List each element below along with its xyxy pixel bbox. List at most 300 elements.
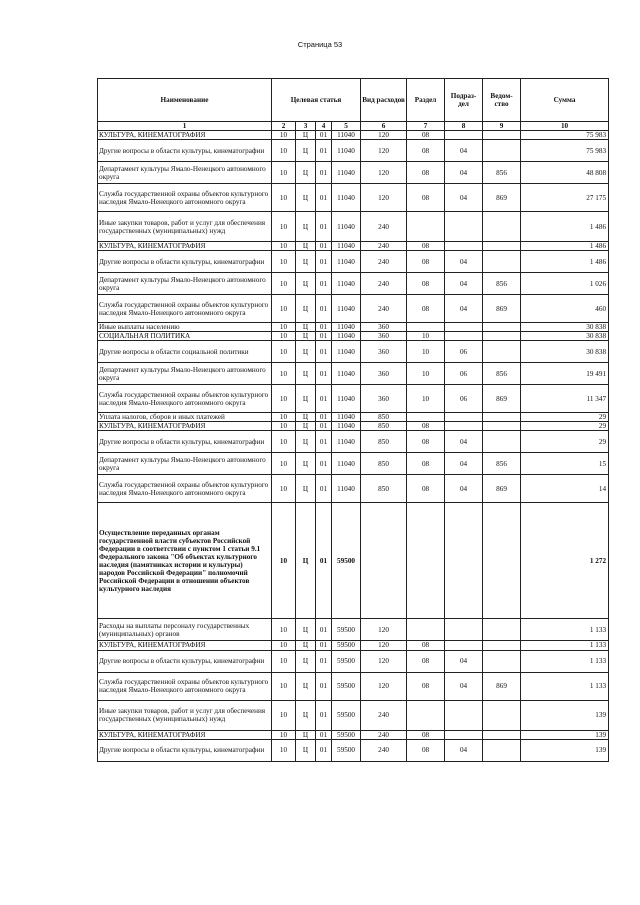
row-section: 08: [407, 273, 445, 295]
row-event-code: 01: [316, 431, 332, 453]
row-amount: 75 983: [521, 131, 609, 140]
row-amount: 30 838: [521, 332, 609, 341]
row-event-code: 01: [316, 273, 332, 295]
row-event-code: 01: [316, 184, 332, 212]
row-event-code: 01: [316, 242, 332, 251]
table-row: [98, 295, 609, 323]
column-number: 1: [98, 122, 272, 131]
row-expense-type: 120: [361, 184, 407, 212]
row-name: КУЛЬТУРА, КИНЕМАТОГРАФИЯ: [98, 422, 272, 431]
row-event-code: 01: [316, 475, 332, 503]
row-name: Иные закупки товаров, работ и услуг для обеспечения государственных (муниципальных) нужд: [98, 212, 272, 242]
table-row: [98, 131, 609, 140]
row-expense-type: 240: [361, 242, 407, 251]
row-subprogram-code: Ц: [296, 323, 316, 332]
row-program-code: 10: [272, 295, 296, 323]
table-row: [98, 212, 609, 242]
row-event-code: 01: [316, 363, 332, 385]
row-program-code: 10: [272, 672, 296, 700]
row-name: Другие вопросы в области культуры, кинематографии: [98, 140, 272, 162]
row-amount: 27 175: [521, 184, 609, 212]
row-amount: 30 838: [521, 323, 609, 332]
row-subsection: 04: [445, 431, 483, 453]
column-number: 5: [332, 122, 361, 131]
row-section: 10: [407, 363, 445, 385]
header-name: Наименование: [98, 79, 272, 122]
row-department: 856: [483, 453, 521, 475]
row-subsection: 04: [445, 184, 483, 212]
table-row: [98, 641, 609, 650]
row-expense-type: 120: [361, 641, 407, 650]
table-row: [98, 503, 609, 619]
table-row: [98, 242, 609, 251]
row-section: 08: [407, 242, 445, 251]
row-program-code: 10: [272, 341, 296, 363]
row-department: [483, 503, 521, 619]
row-event-code: 01: [316, 422, 332, 431]
row-subsection: [445, 700, 483, 730]
row-name: Иные выплаты населению: [98, 323, 272, 332]
row-expense-type: 240: [361, 700, 407, 730]
row-name: Служба государственной охраны объектов культурного наследия Ямало-Ненецкого автономного округа: [98, 184, 272, 212]
row-subprogram-code: Ц: [296, 730, 316, 739]
row-name: Служба государственной охраны объектов культурного наследия Ямало-Ненецкого автономного округа: [98, 385, 272, 413]
row-direction-code: 11040: [332, 475, 361, 503]
row-program-code: 10: [272, 242, 296, 251]
row-amount: 29: [521, 431, 609, 453]
row-subsection: 04: [445, 672, 483, 700]
row-program-code: 10: [272, 422, 296, 431]
row-name: Осуществление переданных органам государственной власти субъектов Российской Федерации в соответствии с пунктом 1 статьи 9.1 Федерального закона "Об объектах культурного наследия (памятниках истории и культуры) народов Российской Федерации" полномочий Российской Федерации в отношении объектов культурного наследия: [98, 503, 272, 619]
row-amount: 139: [521, 700, 609, 730]
row-subprogram-code: Ц: [296, 475, 316, 503]
row-section: [407, 619, 445, 641]
row-subprogram-code: Ц: [296, 739, 316, 761]
row-section: 08: [407, 739, 445, 761]
row-direction-code: 59500: [332, 700, 361, 730]
row-amount: 1 272: [521, 503, 609, 619]
row-expense-type: 850: [361, 413, 407, 422]
row-expense-type: 240: [361, 739, 407, 761]
row-amount: 1 486: [521, 251, 609, 273]
row-program-code: 10: [272, 184, 296, 212]
row-name: КУЛЬТУРА, КИНЕМАТОГРАФИЯ: [98, 242, 272, 251]
column-number: 7: [407, 122, 445, 131]
header-subsection: Подраз-дел: [445, 79, 483, 122]
row-program-code: 10: [272, 140, 296, 162]
row-amount: 460: [521, 295, 609, 323]
row-amount: 1 133: [521, 650, 609, 672]
row-subsection: [445, 212, 483, 242]
header-section: Раздел: [407, 79, 445, 122]
row-event-code: 01: [316, 413, 332, 422]
table-row: [98, 162, 609, 184]
row-program-code: 10: [272, 431, 296, 453]
row-event-code: 01: [316, 650, 332, 672]
row-event-code: 01: [316, 131, 332, 140]
row-amount: 1 026: [521, 273, 609, 295]
row-name: СОЦИАЛЬНАЯ ПОЛИТИКА: [98, 332, 272, 341]
row-department: [483, 619, 521, 641]
row-subsection: 06: [445, 363, 483, 385]
row-section: [407, 413, 445, 422]
row-expense-type: 120: [361, 672, 407, 700]
budget-table: [97, 78, 609, 762]
row-program-code: 10: [272, 162, 296, 184]
row-amount: 1 133: [521, 619, 609, 641]
row-program-code: 10: [272, 332, 296, 341]
row-department: [483, 422, 521, 431]
header-expense-type: Вид расходов: [361, 79, 407, 122]
row-direction-code: 59500: [332, 730, 361, 739]
row-name: Служба государственной охраны объектов культурного наследия Ямало-Ненецкого автономного округа: [98, 475, 272, 503]
column-number: 2: [272, 122, 296, 131]
row-name: Другие вопросы в области культуры, кинематографии: [98, 431, 272, 453]
row-name: Другие вопросы в области культуры, кинематографии: [98, 739, 272, 761]
row-department: 856: [483, 363, 521, 385]
row-name: Служба государственной охраны объектов культурного наследия Ямало-Ненецкого автономного округа: [98, 295, 272, 323]
row-direction-code: 11040: [332, 431, 361, 453]
row-event-code: 01: [316, 672, 332, 700]
row-section: 10: [407, 385, 445, 413]
row-subsection: [445, 422, 483, 431]
column-number: 9: [483, 122, 521, 131]
row-program-code: 10: [272, 323, 296, 332]
page-label: Страница 53: [297, 40, 343, 49]
row-program-code: 10: [272, 363, 296, 385]
row-name: Департамент культуры Ямало-Ненецкого автономного округа: [98, 273, 272, 295]
row-section: 10: [407, 332, 445, 341]
row-event-code: 01: [316, 162, 332, 184]
column-number: 6: [361, 122, 407, 131]
column-number: 4: [316, 122, 332, 131]
row-event-code: 01: [316, 341, 332, 363]
row-section: 08: [407, 184, 445, 212]
table-row: [98, 650, 609, 672]
row-event-code: 01: [316, 251, 332, 273]
row-section: 08: [407, 475, 445, 503]
row-subsection: 04: [445, 475, 483, 503]
row-department: 869: [483, 672, 521, 700]
row-department: [483, 700, 521, 730]
row-amount: 15: [521, 453, 609, 475]
row-direction-code: 11040: [332, 184, 361, 212]
row-section: 08: [407, 641, 445, 650]
row-expense-type: 850: [361, 422, 407, 431]
row-direction-code: 59500: [332, 739, 361, 761]
table-row: [98, 453, 609, 475]
row-direction-code: 11040: [332, 332, 361, 341]
row-amount: 19 491: [521, 363, 609, 385]
row-subprogram-code: Ц: [296, 332, 316, 341]
row-section: 08: [407, 672, 445, 700]
row-direction-code: 11040: [332, 453, 361, 475]
row-section: 08: [407, 251, 445, 273]
row-program-code: 10: [272, 413, 296, 422]
row-subprogram-code: Ц: [296, 503, 316, 619]
row-amount: 75 983: [521, 140, 609, 162]
row-name: КУЛЬТУРА, КИНЕМАТОГРАФИЯ: [98, 730, 272, 739]
row-subprogram-code: Ц: [296, 641, 316, 650]
table-row: [98, 251, 609, 273]
row-program-code: 10: [272, 700, 296, 730]
row-direction-code: 11040: [332, 242, 361, 251]
row-program-code: 10: [272, 273, 296, 295]
row-subprogram-code: Ц: [296, 363, 316, 385]
row-amount: 139: [521, 739, 609, 761]
row-program-code: 10: [272, 385, 296, 413]
row-direction-code: 11040: [332, 131, 361, 140]
row-amount: 1 486: [521, 242, 609, 251]
row-section: 08: [407, 431, 445, 453]
row-direction-code: 11040: [332, 162, 361, 184]
row-section: [407, 503, 445, 619]
row-subsection: 04: [445, 295, 483, 323]
row-event-code: 01: [316, 730, 332, 739]
column-number-row: [98, 122, 609, 131]
row-department: [483, 341, 521, 363]
row-department: [483, 212, 521, 242]
row-name: Иные закупки товаров, работ и услуг для обеспечения государственных (муниципальных) нужд: [98, 700, 272, 730]
row-subprogram-code: Ц: [296, 162, 316, 184]
row-direction-code: 11040: [332, 385, 361, 413]
row-program-code: 10: [272, 453, 296, 475]
row-name: Департамент культуры Ямало-Ненецкого автономного округа: [98, 363, 272, 385]
row-section: 08: [407, 422, 445, 431]
row-name: Департамент культуры Ямало-Ненецкого автономного округа: [98, 453, 272, 475]
row-subsection: 04: [445, 140, 483, 162]
row-program-code: 10: [272, 212, 296, 242]
row-subprogram-code: Ц: [296, 650, 316, 672]
row-subprogram-code: Ц: [296, 140, 316, 162]
row-amount: 1 133: [521, 641, 609, 650]
row-event-code: 01: [316, 700, 332, 730]
table-row: [98, 422, 609, 431]
row-event-code: 01: [316, 140, 332, 162]
row-subsection: 04: [445, 251, 483, 273]
row-subprogram-code: Ц: [296, 700, 316, 730]
row-name: Департамент культуры Ямало-Ненецкого автономного округа: [98, 162, 272, 184]
row-subprogram-code: Ц: [296, 131, 316, 140]
row-amount: 1 133: [521, 672, 609, 700]
row-subprogram-code: Ц: [296, 413, 316, 422]
row-event-code: 01: [316, 503, 332, 619]
table-row: [98, 140, 609, 162]
row-subsection: [445, 413, 483, 422]
row-department: [483, 413, 521, 422]
row-department: [483, 641, 521, 650]
row-name: Уплата налогов, сборов и иных платежей: [98, 413, 272, 422]
row-department: [483, 332, 521, 341]
row-direction-code: 11040: [332, 422, 361, 431]
row-name: Другие вопросы в области культуры, кинематографии: [98, 650, 272, 672]
row-name: Служба государственной охраны объектов культурного наследия Ямало-Ненецкого автономного округа: [98, 672, 272, 700]
column-number: 3: [296, 122, 316, 131]
row-amount: 14: [521, 475, 609, 503]
row-subsection: [445, 619, 483, 641]
row-subsection: 04: [445, 650, 483, 672]
row-subsection: 04: [445, 453, 483, 475]
table-row: [98, 672, 609, 700]
header-department: Ведом-ство: [483, 79, 521, 122]
row-direction-code: 59500: [332, 503, 361, 619]
table-row: [98, 431, 609, 453]
row-expense-type: 240: [361, 273, 407, 295]
row-expense-type: 850: [361, 431, 407, 453]
row-subsection: [445, 131, 483, 140]
row-name: КУЛЬТУРА, КИНЕМАТОГРАФИЯ: [98, 641, 272, 650]
row-subsection: 04: [445, 739, 483, 761]
row-expense-type: 120: [361, 162, 407, 184]
row-program-code: 10: [272, 641, 296, 650]
row-expense-type: 240: [361, 251, 407, 273]
row-expense-type: 360: [361, 323, 407, 332]
row-expense-type: 120: [361, 619, 407, 641]
row-subprogram-code: Ц: [296, 295, 316, 323]
row-amount: 29: [521, 422, 609, 431]
row-expense-type: 120: [361, 140, 407, 162]
row-expense-type: 360: [361, 341, 407, 363]
row-event-code: 01: [316, 323, 332, 332]
row-subsection: 04: [445, 273, 483, 295]
row-amount: 11 347: [521, 385, 609, 413]
row-department: 869: [483, 184, 521, 212]
table-row: [98, 619, 609, 641]
table-row: [98, 413, 609, 422]
row-subprogram-code: Ц: [296, 422, 316, 431]
row-subprogram-code: Ц: [296, 212, 316, 242]
row-subsection: [445, 242, 483, 251]
row-subsection: 06: [445, 385, 483, 413]
row-section: 08: [407, 162, 445, 184]
row-program-code: 10: [272, 650, 296, 672]
row-program-code: 10: [272, 739, 296, 761]
row-direction-code: 59500: [332, 672, 361, 700]
row-direction-code: 11040: [332, 413, 361, 422]
row-amount: 48 808: [521, 162, 609, 184]
table-row: [98, 363, 609, 385]
row-subprogram-code: Ц: [296, 251, 316, 273]
row-section: 08: [407, 131, 445, 140]
row-event-code: 01: [316, 739, 332, 761]
row-subprogram-code: Ц: [296, 273, 316, 295]
row-direction-code: 11040: [332, 323, 361, 332]
row-expense-type: 850: [361, 453, 407, 475]
table-row: [98, 332, 609, 341]
row-expense-type: 360: [361, 385, 407, 413]
row-program-code: 10: [272, 503, 296, 619]
row-section: [407, 323, 445, 332]
row-department: [483, 730, 521, 739]
row-department: [483, 140, 521, 162]
row-subprogram-code: Ц: [296, 453, 316, 475]
row-direction-code: 59500: [332, 619, 361, 641]
row-direction-code: 11040: [332, 295, 361, 323]
row-subprogram-code: Ц: [296, 672, 316, 700]
row-amount: 1 486: [521, 212, 609, 242]
row-expense-type: 120: [361, 131, 407, 140]
row-direction-code: 11040: [332, 363, 361, 385]
table-row: [98, 739, 609, 761]
table-row: [98, 273, 609, 295]
row-department: [483, 650, 521, 672]
row-subsection: [445, 323, 483, 332]
row-subprogram-code: Ц: [296, 184, 316, 212]
row-program-code: 10: [272, 131, 296, 140]
row-direction-code: 11040: [332, 212, 361, 242]
row-subsection: [445, 503, 483, 619]
row-subsection: [445, 730, 483, 739]
row-subsection: 06: [445, 341, 483, 363]
table-row: [98, 323, 609, 332]
row-name: Другие вопросы в области культуры, кинематографии: [98, 251, 272, 273]
table-body: [98, 131, 609, 762]
row-section: 08: [407, 730, 445, 739]
row-section: 10: [407, 341, 445, 363]
row-event-code: 01: [316, 212, 332, 242]
row-department: 856: [483, 273, 521, 295]
row-amount: 29: [521, 413, 609, 422]
row-subprogram-code: Ц: [296, 431, 316, 453]
row-direction-code: 11040: [332, 251, 361, 273]
row-program-code: 10: [272, 619, 296, 641]
row-expense-type: [361, 503, 407, 619]
row-section: 08: [407, 295, 445, 323]
row-direction-code: 11040: [332, 140, 361, 162]
row-department: [483, 431, 521, 453]
row-name: Другие вопросы в области социальной политики: [98, 341, 272, 363]
row-department: 856: [483, 162, 521, 184]
header-target-article: Целевая статья: [272, 79, 361, 122]
row-subprogram-code: Ц: [296, 242, 316, 251]
row-name: Расходы на выплаты персоналу государственных (муниципальных) органов: [98, 619, 272, 641]
row-amount: 139: [521, 730, 609, 739]
row-expense-type: 850: [361, 475, 407, 503]
row-expense-type: 240: [361, 730, 407, 739]
row-subprogram-code: Ц: [296, 385, 316, 413]
header-row: [98, 79, 609, 122]
row-program-code: 10: [272, 251, 296, 273]
row-subsection: 04: [445, 162, 483, 184]
row-department: [483, 323, 521, 332]
row-expense-type: 120: [361, 650, 407, 672]
row-program-code: 10: [272, 730, 296, 739]
row-department: [483, 131, 521, 140]
row-department: 869: [483, 295, 521, 323]
row-section: [407, 212, 445, 242]
row-department: [483, 739, 521, 761]
row-department: [483, 242, 521, 251]
row-department: [483, 251, 521, 273]
row-department: 869: [483, 385, 521, 413]
row-department: 869: [483, 475, 521, 503]
row-direction-code: 11040: [332, 273, 361, 295]
row-subsection: [445, 332, 483, 341]
row-expense-type: 360: [361, 332, 407, 341]
table-row: [98, 475, 609, 503]
header-amount: Сумма: [521, 79, 609, 122]
row-section: 08: [407, 650, 445, 672]
table-row: [98, 700, 609, 730]
row-subprogram-code: Ц: [296, 619, 316, 641]
row-section: [407, 700, 445, 730]
row-direction-code: 11040: [332, 341, 361, 363]
row-expense-type: 360: [361, 363, 407, 385]
table-row: [98, 730, 609, 739]
row-section: 08: [407, 453, 445, 475]
column-number: 10: [521, 122, 609, 131]
row-amount: 30 838: [521, 341, 609, 363]
